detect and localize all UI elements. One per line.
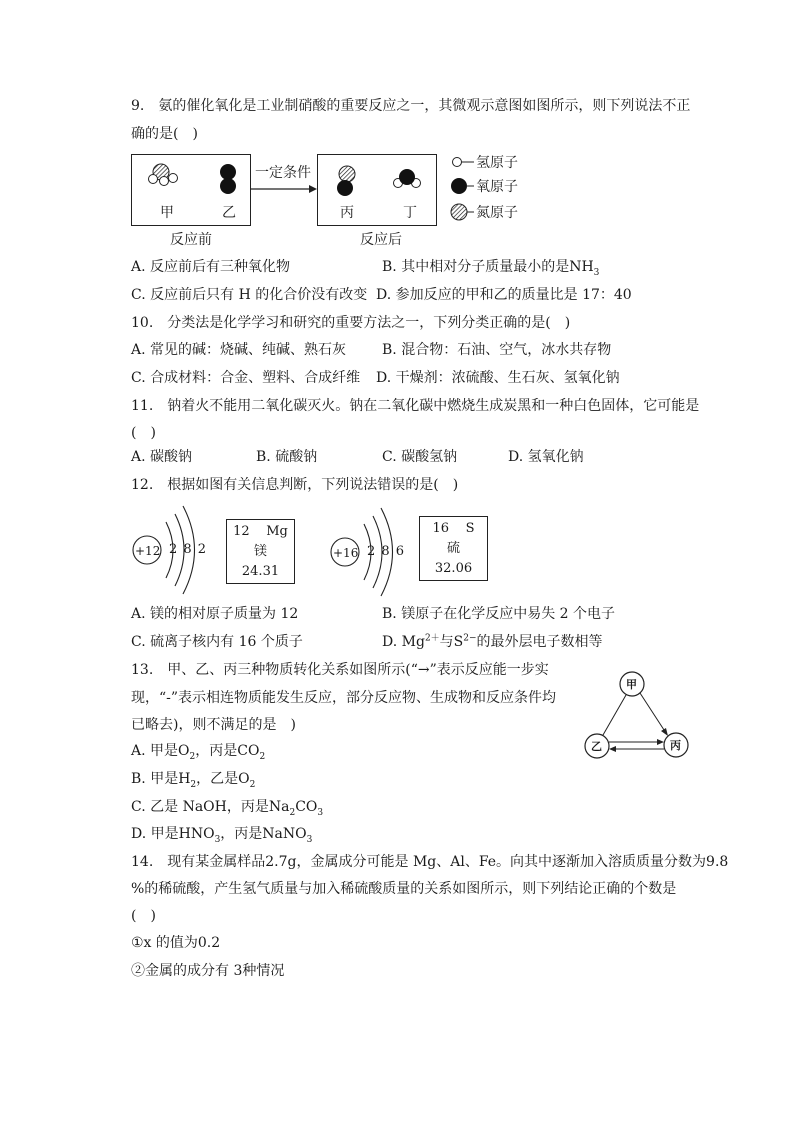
q12-stem: 12. 根据如图有关信息判断，下列说法错误的是( ) — [131, 477, 459, 493]
q9-option-d: D. 参加反应的甲和乙的质量比是 17：40 — [376, 287, 632, 303]
s-name: 硫 — [446, 541, 460, 556]
q13-option-b: B. 甲是$H_2$，乙是$O_2$ — [131, 771, 256, 790]
q14-statement-1: ①x 的值为0.2 — [131, 935, 221, 951]
q10-option-d: D. 干燥剂：浓硫酸、生石灰、氢氧化钠 — [376, 370, 620, 386]
label-ding: 丁 — [403, 205, 417, 221]
mg-name: 镁 — [253, 544, 267, 559]
q9-stem-line2: 确的是( ) — [131, 126, 198, 142]
q12-option-a: A. 镁的相对原子质量为 12 — [131, 606, 299, 622]
label-yi: 乙 — [222, 205, 236, 221]
s-symbol: S — [465, 521, 475, 536]
q14-stem-line1: 14. 现有某金属样品2.7g，金属成分可能是 Mg、Al、Fe。向其中逐渐加入溶质质量分数为9.8 — [131, 854, 729, 870]
node-jia: 甲 — [626, 678, 637, 691]
q13-option-a: A. 甲是$O_2$，丙是$CO_2$ — [131, 743, 266, 762]
q9-option-a: A. 反应前后有三种氧化物 — [131, 259, 291, 275]
q11-option-b: B. 硫酸钠 — [256, 449, 318, 465]
q11-option-c: C. 碳酸氢钠 — [382, 449, 458, 465]
legend-nitrogen: 氮原子 — [476, 205, 518, 221]
q13-option-c: C. 乙是 NaOH，丙是$Na_2CO_3$ — [131, 799, 324, 818]
q9-option-b: B. 其中相对分子质量最小的是$NH_3$ — [382, 259, 600, 278]
q13-stem-line1: 13. 甲、乙、丙三种物质转化关系如图所示(“→”表示反应能一步实 — [131, 662, 549, 678]
q10-option-a: A. 常见的碱：烧碱、纯碱、熟石灰 — [131, 342, 347, 358]
label-before: 反应前 — [170, 232, 212, 248]
q13-stem-line2: 现，“-”表示相连物质能发生反应，部分反应物、生成物和反应条件均 — [131, 690, 557, 706]
q11-option-d: D. 氢氧化钠 — [508, 449, 584, 465]
q11-stem-line2: ( ) — [131, 425, 156, 441]
q11-stem-line1: 11. 钠着火不能用二氧化碳灭火。钠在二氧化碳中燃烧生成炭黑和一种白色固体，它可能是 — [131, 398, 700, 414]
q9-stem-line1: 9. 氨的催化氧化是工业制硝酸的重要反应之一，其微观示意图如图所示，则下列说法不正 — [131, 98, 691, 114]
s-nucleus: +16 — [333, 546, 359, 560]
q12-option-c: C. 硫离子核内有 16 个质子 — [131, 634, 303, 650]
mg-atomic-mass: 24.31 — [241, 564, 280, 579]
q12-option-b: B. 镁原子在化学反应中易失 2 个电子 — [382, 606, 615, 622]
arrow-jia-bing — [640, 693, 666, 733]
q9-option-c: C. 反应前后只有 H 的化合价没有改变 — [131, 287, 368, 303]
s-atomic-mass: 32.06 — [434, 561, 473, 576]
legend-oxygen: 氧原子 — [476, 179, 518, 195]
mg-nucleus: +12 — [135, 544, 161, 558]
reaction-condition: 一定条件 — [255, 165, 311, 181]
mg-atomic-number: 12 — [233, 524, 250, 539]
q11-option-a: A. 碳酸钠 — [131, 449, 193, 465]
node-yi: 乙 — [591, 740, 602, 753]
label-after: 反应后 — [360, 232, 402, 248]
q10-option-b: B. 混合物：石油、空气，冰水共存物 — [382, 342, 612, 358]
edge-jia-yi — [603, 695, 626, 735]
q14-stem-line3: ( ) — [131, 908, 156, 924]
label-bing: 丙 — [340, 205, 354, 221]
label-jia: 甲 — [160, 205, 174, 221]
q13-option-d: D. 甲是$HNO_3$，丙是NaNO$_3$ — [131, 826, 313, 845]
s-shells: 2 8 6 — [367, 544, 405, 559]
node-bing: 丙 — [670, 739, 681, 752]
mg-symbol: Mg — [266, 524, 288, 539]
q10-option-c: C. 合成材料：合金、塑料、合成纤维 — [131, 370, 361, 386]
s-atomic-number: 16 — [432, 521, 450, 536]
q14-stem-line2: %的稀硫酸，产生氢气质量与加入稀硫酸质量的关系如图所示，则下列结论正确的个数是 — [131, 881, 677, 897]
q12-option-d: D. $Mg^{2+}$与$S^{2-}$的最外层电子数相等 — [382, 633, 603, 650]
mg-shells: 2 8 2 — [169, 542, 207, 557]
q13-stem-line3: 已略去)，则不满足的是 ) — [131, 717, 296, 733]
q14-statement-2: ②金属的成分有 3种情况 — [131, 963, 285, 979]
legend-hydrogen: 氢原子 — [476, 155, 518, 171]
q10-stem: 10. 分类法是化学学习和研究的重要方法之一，下列分类正确的是( ) — [131, 315, 571, 331]
